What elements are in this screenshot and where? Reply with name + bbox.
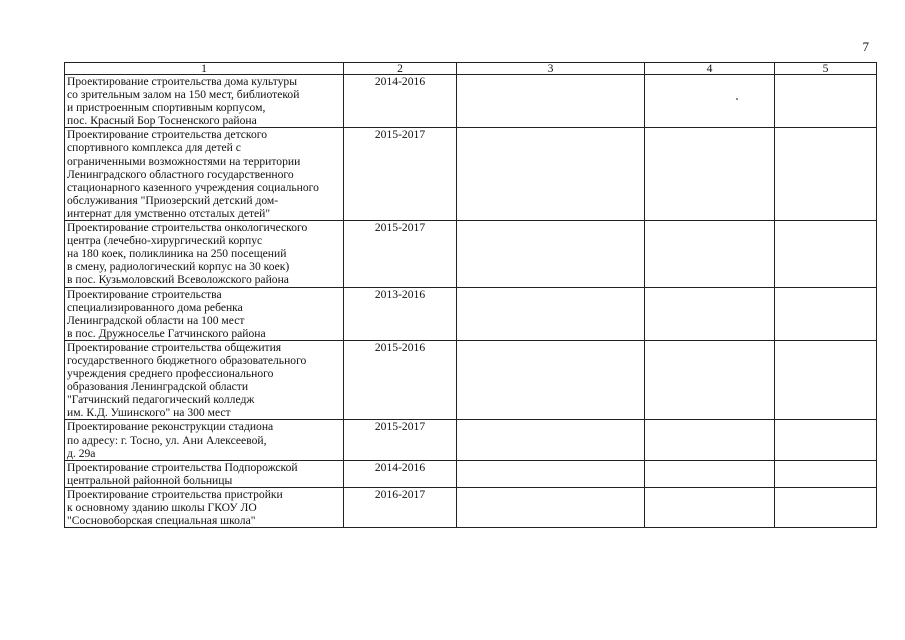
empty-cell <box>775 221 877 287</box>
scan-speck <box>736 98 738 100</box>
column-header-4: 4 <box>645 63 775 75</box>
empty-cell <box>775 340 877 420</box>
project-period-cell: 2016-2017 <box>344 487 457 527</box>
empty-cell <box>645 420 775 460</box>
table-header-row <box>65 63 877 75</box>
project-name-cell: Проектирование реконструкции стадиона по адресу: г. Тосно, ул. Ани Алексеевой, д. 29а <box>65 420 344 460</box>
table-row <box>65 221 877 287</box>
column-header-2: 2 <box>344 63 457 75</box>
empty-cell <box>457 420 645 460</box>
project-period-cell: 2015-2017 <box>344 221 457 287</box>
projects-table <box>64 62 877 528</box>
empty-cell <box>645 487 775 527</box>
project-name-cell: Проектирование строительства Подпорожской центральной районной больницы <box>65 460 344 487</box>
page-number: 7 <box>862 39 869 54</box>
project-name-cell: Проектирование строительства онкологического центра (лечебно-хирургический корпус на 180 коек, поликлиника на 250 посещений в смену, радиологический корпус на 30 коек) в пос. Кузьмоловский Всеволожского района <box>65 221 344 287</box>
empty-cell <box>775 287 877 340</box>
empty-cell <box>457 340 645 420</box>
column-header-1: 1 <box>65 63 344 75</box>
empty-cell <box>645 287 775 340</box>
empty-cell <box>645 460 775 487</box>
project-name-cell: Проектирование строительства специализированного дома ребенка Ленинградской области на 100 мест в пос. Дружноселье Гатчинского района <box>65 287 344 340</box>
empty-cell <box>775 487 877 527</box>
empty-cell <box>457 221 645 287</box>
empty-cell <box>457 75 645 128</box>
empty-cell <box>457 287 645 340</box>
empty-cell <box>645 221 775 287</box>
table-row <box>65 340 877 420</box>
empty-cell <box>645 75 775 128</box>
column-header-3: 3 <box>457 63 645 75</box>
project-period-cell: 2015-2016 <box>344 340 457 420</box>
empty-cell <box>457 460 645 487</box>
empty-cell <box>645 128 775 221</box>
column-header-5: 5 <box>775 63 877 75</box>
project-period-cell: 2015-2017 <box>344 128 457 221</box>
empty-cell <box>775 128 877 221</box>
project-period-cell: 2014-2016 <box>344 75 457 128</box>
project-period-cell: 2015-2017 <box>344 420 457 460</box>
project-period-cell: 2014-2016 <box>344 460 457 487</box>
project-name-cell: Проектирование строительства дома культуры со зрительным залом на 150 мест, библиотекой и пристроенным спортивным корпусом, пос. Красный Бор Тосненского района <box>65 75 344 128</box>
empty-cell <box>775 460 877 487</box>
table-row <box>65 460 877 487</box>
empty-cell <box>645 340 775 420</box>
table-row <box>65 420 877 460</box>
empty-cell <box>457 487 645 527</box>
project-name-cell: Проектирование строительства детского спортивного комплекса для детей с ограниченными возможностями на территории Ленинградского областного государственного стационарного казенного учреждения социального обслуживания "Приозерский детский дом- интернат для умственно отсталых детей" <box>65 128 344 221</box>
empty-cell <box>775 75 877 128</box>
table-row <box>65 128 877 221</box>
project-name-cell: Проектирование строительства общежития государственного бюджетного образовательного учреждения среднего профессионального образования Ленинградской области "Гатчинский педагогический колледж им. К.Д. Ушинского" на 300 мест <box>65 340 344 420</box>
project-period-cell: 2013-2016 <box>344 287 457 340</box>
table-row <box>65 75 877 128</box>
table-row <box>65 287 877 340</box>
table-row <box>65 487 877 527</box>
empty-cell <box>457 128 645 221</box>
project-name-cell: Проектирование строительства пристройки к основному зданию школы ГКОУ ЛО "Сосновоборская специальная школа" <box>65 487 344 527</box>
empty-cell <box>775 420 877 460</box>
